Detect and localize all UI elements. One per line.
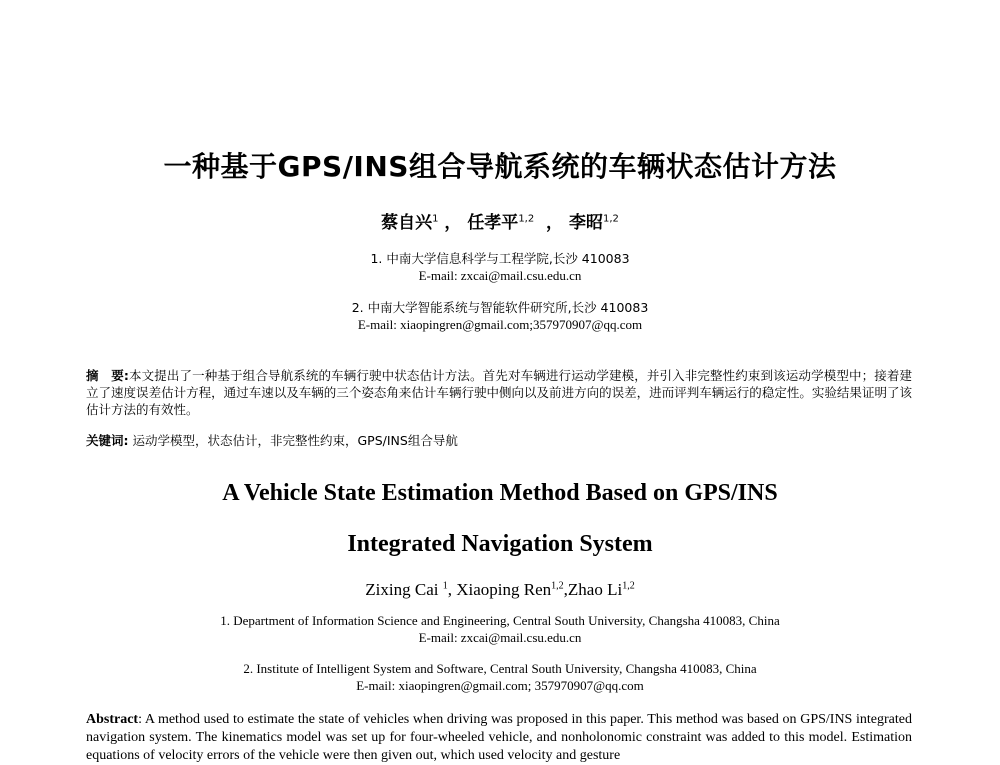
english-affiliation-1 bbox=[0, 612, 1000, 646]
chinese-author-1-affil: 1 bbox=[432, 213, 439, 225]
english-affiliation-2-email: E-mail: xiaopingren@gmail.com; 357970907@qq.com bbox=[356, 678, 644, 693]
english-author-2-affil: 1,2 bbox=[551, 580, 564, 592]
chinese-abstract bbox=[86, 367, 912, 418]
chinese-abstract-text: 本文提出了一种基于组合导航系统的车辆行驶中状态估计方法。首先对车辆进行运动学建模，并引入非完整性约束到该运动学模型中；接着建立了速度误差估计方程，通过车速以及车辆的三个姿态角来估计车辆行驶中侧向以及前进方向的误差，进而评判车辆运行的稳定性。实验结果证明了该估计方法的有效性。 bbox=[86, 368, 912, 417]
english-affiliation-1-line: 1. Department of Information Science and Engineering, Central South University, Changsha 410083, China bbox=[220, 613, 780, 628]
english-affiliation-2-line: 2. Institute of Intelligent System and Software, Central South University, Changsha 410083, China bbox=[243, 661, 757, 676]
author-separator: , bbox=[563, 580, 568, 599]
chinese-title: 一种基于GPS/INS组合导航系统的车辆状态估计方法 bbox=[163, 150, 837, 183]
chinese-affiliation-1 bbox=[0, 250, 1000, 284]
chinese-keywords-text: 运动学模型，状态估计，非完整性约束，GPS/INS组合导航 bbox=[132, 433, 458, 448]
abstract-colon: : bbox=[138, 712, 145, 727]
chinese-affiliation-2-line: 2. 中南大学智能系统与智能软件研究所,长沙 410083 bbox=[351, 300, 649, 315]
english-title-line-1: A Vehicle State Estimation Method Based on GPS/INS bbox=[222, 480, 778, 506]
author-separator: ， bbox=[540, 213, 564, 233]
english-affiliation-1-email: E-mail: zxcai@mail.csu.edu.cn bbox=[418, 630, 582, 645]
chinese-author-3: 李昭 bbox=[568, 213, 603, 233]
english-abstract-label: Abstract bbox=[86, 712, 139, 727]
chinese-author-3-affil: 1,2 bbox=[602, 213, 619, 225]
english-author-1: Zixing Cai bbox=[365, 580, 439, 599]
chinese-affiliation-1-email: E-mail: zxcai@mail.csu.edu.cn bbox=[418, 268, 582, 283]
english-author-3: Zhao Li bbox=[567, 580, 623, 599]
author-separator: ， bbox=[444, 213, 462, 233]
english-title-line-2: Integrated Navigation System bbox=[347, 531, 653, 557]
chinese-keywords bbox=[86, 431, 912, 449]
chinese-affiliation-2-email: E-mail: xiaopingren@gmail.com;357970907@qq.com bbox=[357, 317, 643, 332]
chinese-author-2: 任孝平 bbox=[467, 213, 519, 233]
chinese-authors bbox=[0, 208, 1000, 233]
english-abstract bbox=[86, 711, 912, 765]
english-authors bbox=[0, 580, 1000, 600]
author-separator: , bbox=[447, 580, 457, 599]
english-abstract-text: A method used to estimate the state of vehicles when driving was proposed in this paper. This method was based on GPS/INS integrated navigation system. The kinematics model was set up for four-wheeled vehicle, and nonholonomic constraint was added to this model. Estimation equations of velocity errors of the vehicle were then given out, which used velocity and gesture bbox=[86, 712, 913, 763]
chinese-abstract-label: 摘 要: bbox=[86, 368, 129, 383]
chinese-affiliation-1-line: 1. 中南大学信息科学与工程学院,长沙 410083 bbox=[370, 251, 630, 266]
english-affiliation-2 bbox=[0, 660, 1000, 694]
chinese-author-2-affil: 1,2 bbox=[518, 213, 535, 225]
english-author-2: Xiaoping Ren bbox=[456, 580, 552, 599]
english-author-1-affil: 1 bbox=[442, 580, 448, 592]
chinese-affiliation-2 bbox=[0, 299, 1000, 333]
chinese-keywords-label: 关键词: bbox=[86, 433, 129, 448]
chinese-author-1: 蔡自兴 bbox=[381, 213, 433, 233]
english-author-3-affil: 1,2 bbox=[622, 580, 635, 592]
